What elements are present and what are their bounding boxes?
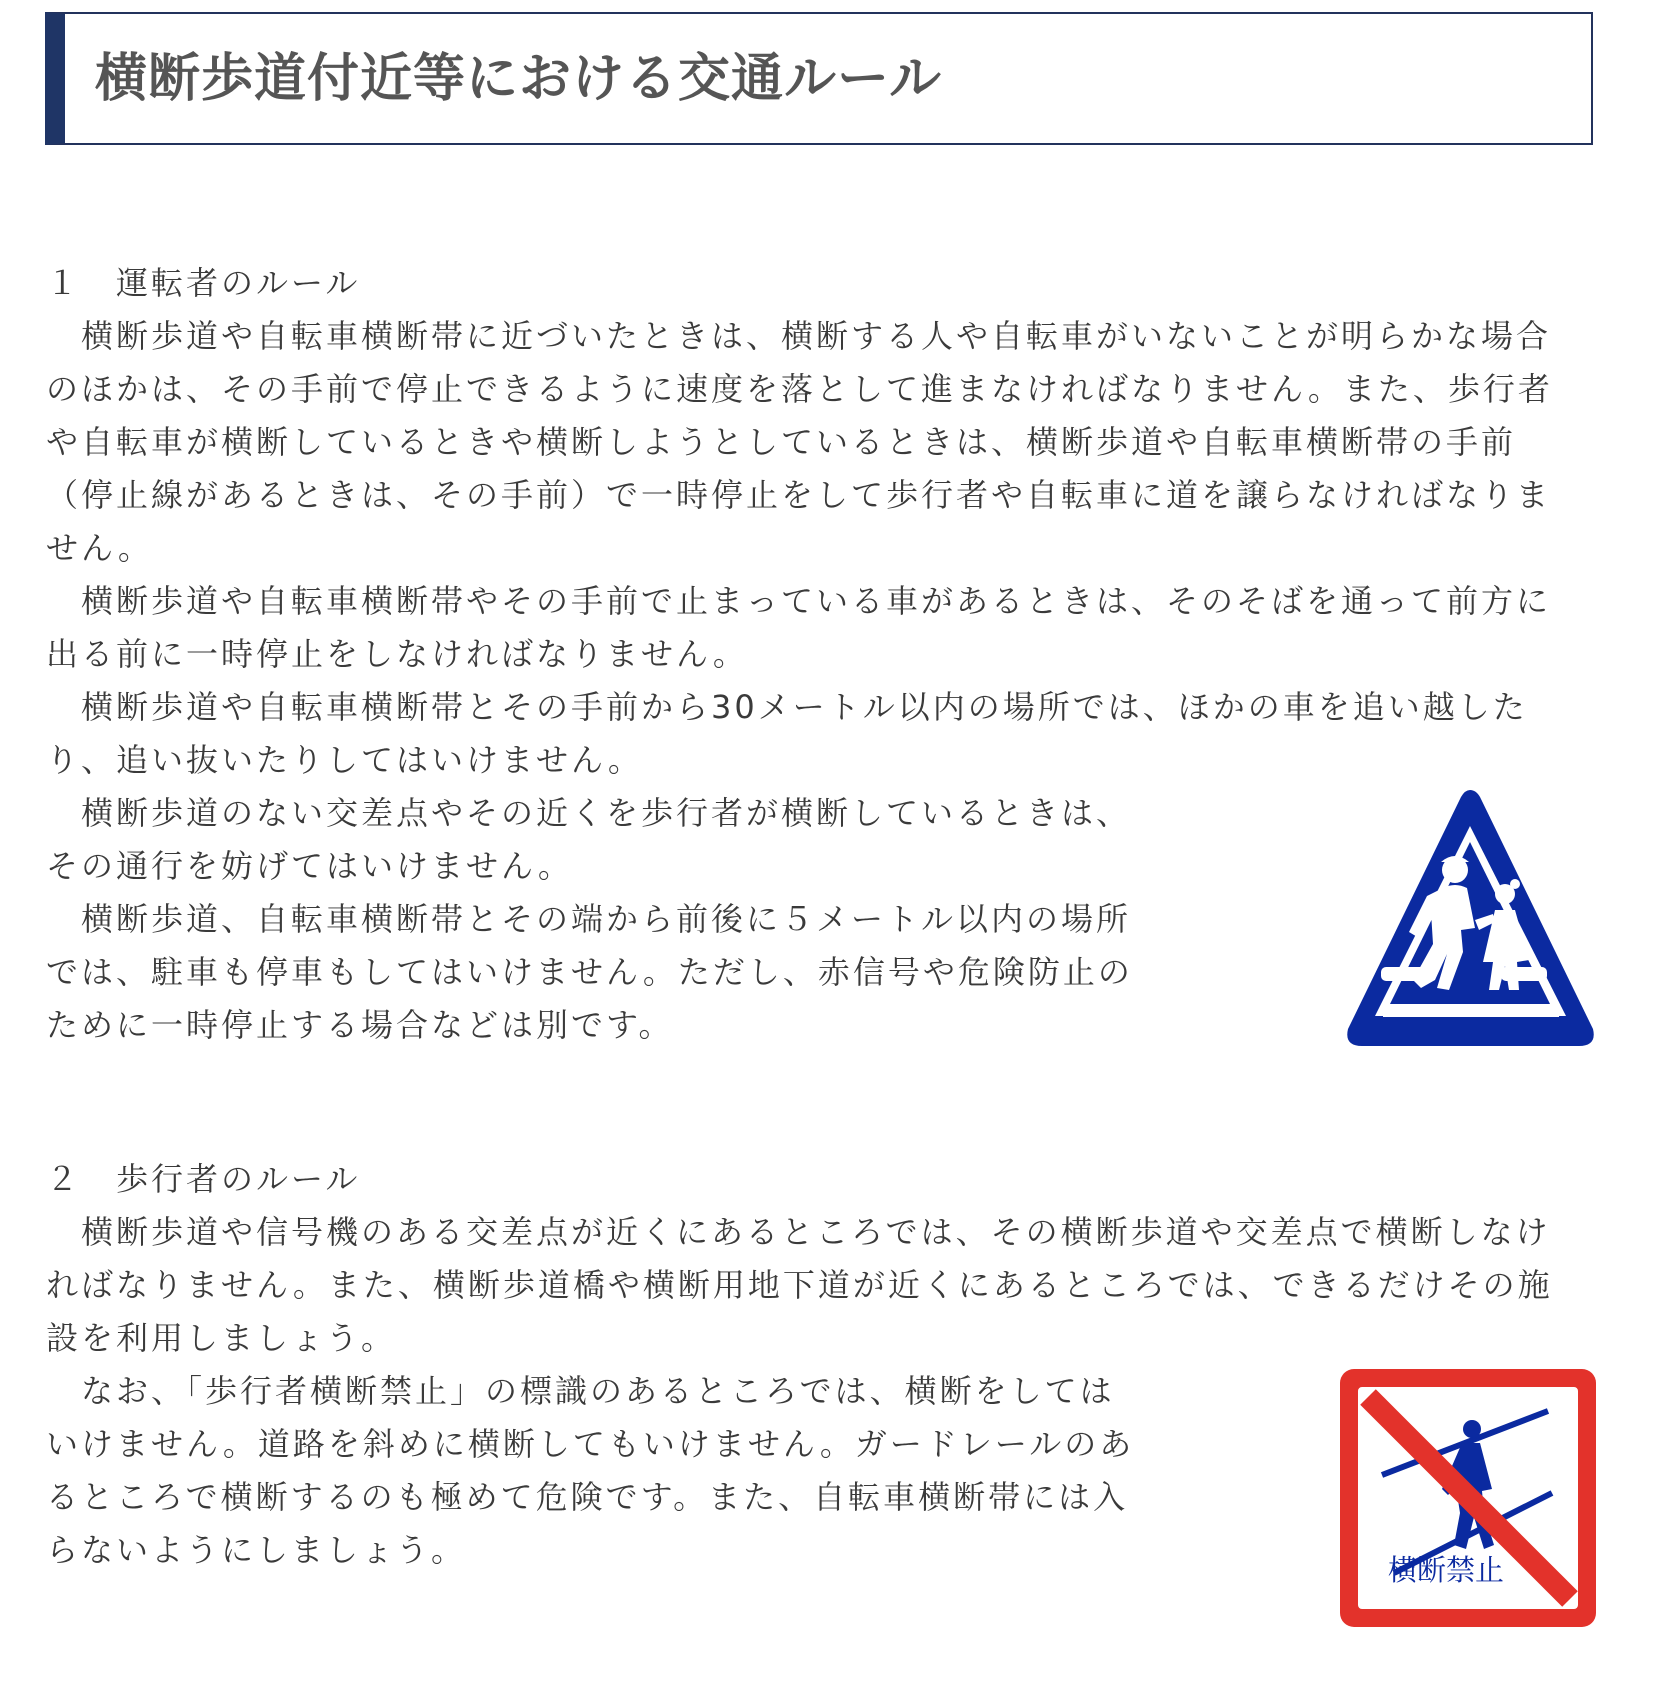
page-title: 横断歩道付近等における交通ルール: [95, 49, 942, 109]
paragraph: 横断歩道や自転車横断帯に近づいたときは、横断する人や自転車がいないことが明らかな場合のほかは、その手前で停止できるように速度を落として進まなければなりません。また、歩行者や自転車が横断しているときや横断しようとしているときは、横断歩道や自転車横断帯の手前（停止線があるときは、その手前）で一時停止をして歩行者や自転車に道を譲らなければなりません。: [46, 317, 1553, 567]
crosswalk-sign: [1343, 784, 1598, 1051]
crosswalk-sign-icon: [1343, 784, 1598, 1051]
paragraph: 横断歩道や自転車横断帯とその手前から30メートル以内の場所では、ほかの車を追い越したり、追い抜いたりしてはいけません。: [46, 688, 1528, 779]
paragraph: 横断歩道や自転車横断帯やその手前で止まっている車があるときは、そのそばを通って前方に出る前に一時停止をしなければなりません。: [46, 582, 1552, 673]
paragraph: なお、「歩行者横断禁止」の標識のあるところでは、横断をしてはいけません。道路を斜めに横断してもいけません。ガードレールのあるところで横断するのも極めて危険です。また、自転車横断帯には入らないようにしましょう。: [46, 1372, 1135, 1569]
paragraph: 横断歩道や信号機のある交差点が近くにあるところでは、その横断歩道や交差点で横断しなければなりません。また、横断歩道橋や横断用地下道が近くにあるところでは、できるだけその施設を利用しましょう。: [46, 1213, 1553, 1357]
paragraph: 横断歩道、自転車横断帯とその端から前後に５メートル以内の場所では、駐車も停車もしてはいけません。ただし、赤信号や危険防止のために一時停止する場合などは別です。: [46, 900, 1133, 1044]
section-heading: １ 運転者のルール: [46, 264, 361, 302]
paragraph: 横断歩道のない交差点やその近くを歩行者が横断しているときは、その通行を妨げてはいけません。: [46, 794, 1132, 885]
no-crossing-sign: [1338, 1367, 1598, 1629]
no-crossing-sign-icon: [1338, 1367, 1598, 1629]
section-heading: ２ 歩行者のルール: [46, 1160, 361, 1198]
title-box: [45, 12, 1593, 145]
no-crossing-label: 横断禁止: [1387, 1555, 1505, 1587]
